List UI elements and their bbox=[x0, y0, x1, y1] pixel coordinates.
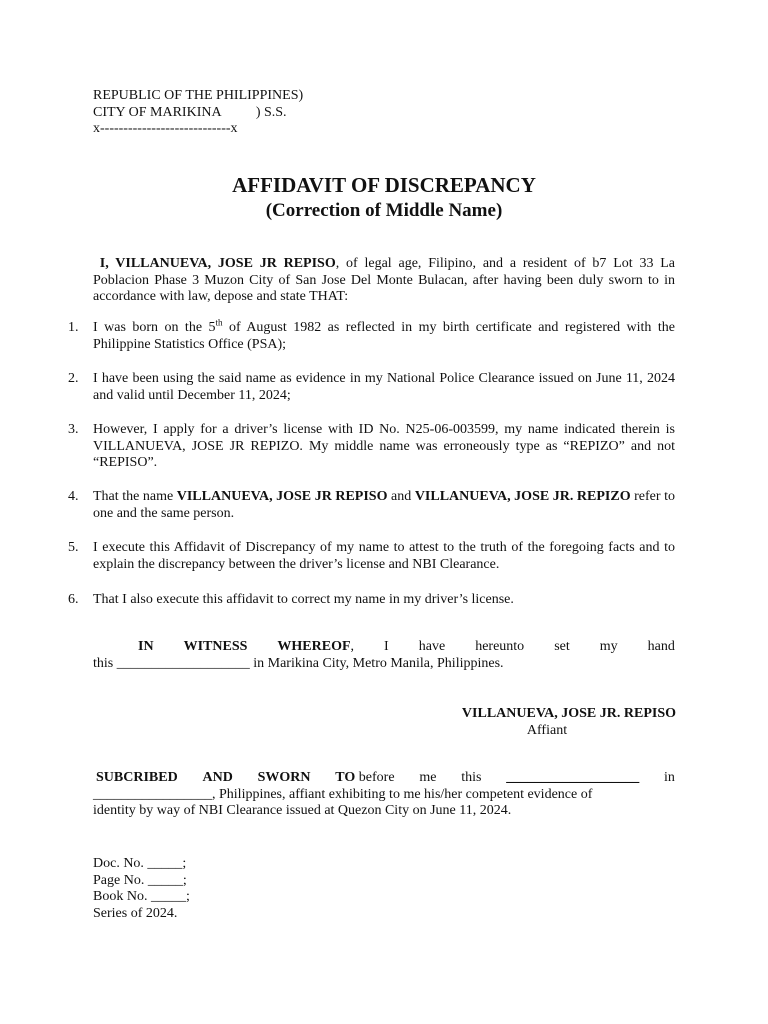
date-blank: ___________________ bbox=[506, 770, 640, 785]
page-number: Page No. _____; bbox=[93, 872, 187, 888]
witness-line-2 bbox=[93, 656, 675, 673]
jurat-word: TO bbox=[335, 770, 356, 785]
witness-word: hereunto bbox=[475, 639, 525, 654]
witness-word: WITNESS bbox=[183, 639, 248, 654]
witness-word: I bbox=[384, 639, 389, 654]
item-text: I execute this Affidavit of Discrepancy of my name to attest to the truth of the foregoing facts and to explain the discrepancy between the driver’s license and NBI Clearance. bbox=[93, 540, 675, 572]
item-text: and bbox=[387, 489, 415, 504]
item-text: refer to one and the same person. bbox=[93, 489, 676, 521]
item-text: That I also execute this affidavit to correct my name in my driver’s license. bbox=[93, 592, 514, 607]
list-item bbox=[68, 540, 675, 573]
jurat-word: AND bbox=[202, 770, 233, 785]
notarial-register-block bbox=[93, 856, 293, 922]
item-number: 2. bbox=[68, 371, 79, 386]
witness-text: this bbox=[93, 655, 117, 671]
jurat-word: SWORN bbox=[257, 770, 311, 785]
affiant-label: Affiant bbox=[526, 723, 568, 738]
book-number: Book No. _____; bbox=[93, 889, 190, 904]
affiant-signature-name: VILLANUEVA, JOSE JR. REPISO bbox=[461, 706, 676, 721]
item-number: 6. bbox=[68, 592, 79, 607]
intro-paragraph bbox=[93, 256, 675, 306]
name-correct: VILLANUEVA, JOSE JR REPISO bbox=[176, 489, 388, 504]
venue-line-city: CITY OF MARIKINA ) S.S. bbox=[93, 104, 287, 120]
witness-paragraph bbox=[93, 639, 675, 672]
item-number: 4. bbox=[68, 489, 79, 504]
item-text: of August 1982 as reflected in my birth certificate and registered with the Philippine Statistics Office (PSA); bbox=[93, 320, 675, 352]
jurat-paragraph bbox=[93, 770, 675, 820]
jurat-line-3: identity by way of NBI Clearance issued at Quezon City on June 11, 2024. bbox=[93, 803, 512, 818]
item-number: 3. bbox=[68, 422, 79, 437]
item-number: 5. bbox=[68, 540, 79, 555]
name-erroneous: VILLANUEVA, JOSE JR. REPIZO bbox=[414, 489, 631, 504]
jurat-line-1 bbox=[93, 770, 675, 787]
witness-word: my bbox=[599, 639, 618, 654]
affiant-name-intro: I, VILLANUEVA, JOSE JR REPISO bbox=[99, 256, 336, 271]
item-number: 1. bbox=[68, 320, 79, 335]
witness-text: in Marikina City, Metro Manila, Philippines. bbox=[249, 655, 504, 671]
intro-text: , of legal age, Filipino, and a resident of b7 Lot 33 La Poblacion Phase 3 Muzon City of San Jose Del Monte Bulacan, after having been duly sworn to in accordance with law, depose and state THAT: bbox=[93, 256, 675, 304]
witness-word: have bbox=[418, 639, 446, 654]
witness-word: set bbox=[554, 639, 570, 654]
witness-line-1 bbox=[93, 639, 675, 656]
witness-word: hand bbox=[647, 639, 675, 654]
venue-block bbox=[93, 88, 393, 138]
list-item bbox=[68, 422, 675, 472]
item-text: However, I apply for a driver’s license with ID No. N25-06-003599, my name indicated therein is VILLANUEVA, JOSE JR REPIZO. My middle name was erroneously type as “REPIZO” and not “REPISO”. bbox=[93, 422, 675, 470]
venue-line-separator: x----------------------------x bbox=[93, 121, 238, 136]
jurat-word: before bbox=[358, 770, 395, 785]
document-title: AFFIDAVIT OF DISCREPANCY bbox=[232, 173, 536, 197]
jurat-word: me bbox=[419, 770, 437, 785]
date-blank: ___________________ bbox=[116, 655, 250, 671]
witness-word: IN bbox=[138, 639, 154, 654]
list-item bbox=[68, 371, 675, 404]
list-item bbox=[68, 592, 675, 609]
item-text: That the name bbox=[93, 489, 177, 504]
doc-number: Doc. No. _____; bbox=[93, 856, 187, 871]
witness-word: WHEREOF bbox=[277, 639, 351, 654]
jurat-line-2: _________________, Philippines, affiant exhibiting to me his/her competent evidence of bbox=[93, 786, 593, 802]
witness-comma: , bbox=[350, 639, 355, 654]
jurat-word: this bbox=[461, 770, 482, 785]
series-year: Series of 2024. bbox=[93, 905, 178, 921]
list-item bbox=[68, 317, 675, 353]
item-superscript: th bbox=[215, 317, 223, 328]
item-text: I have been using the said name as evidence in my National Police Clearance issued on June 11, 2024 and valid until December 11, 2024; bbox=[93, 371, 675, 403]
jurat-word: in bbox=[664, 770, 675, 785]
jurat-word: SUBCRIBED bbox=[96, 770, 178, 785]
document-subtitle: (Correction of Middle Name) bbox=[265, 200, 503, 221]
list-item bbox=[68, 489, 676, 522]
item-text: I was born on the 5 bbox=[93, 320, 216, 335]
venue-line-republic: REPUBLIC OF THE PHILIPPINES) bbox=[93, 88, 304, 103]
